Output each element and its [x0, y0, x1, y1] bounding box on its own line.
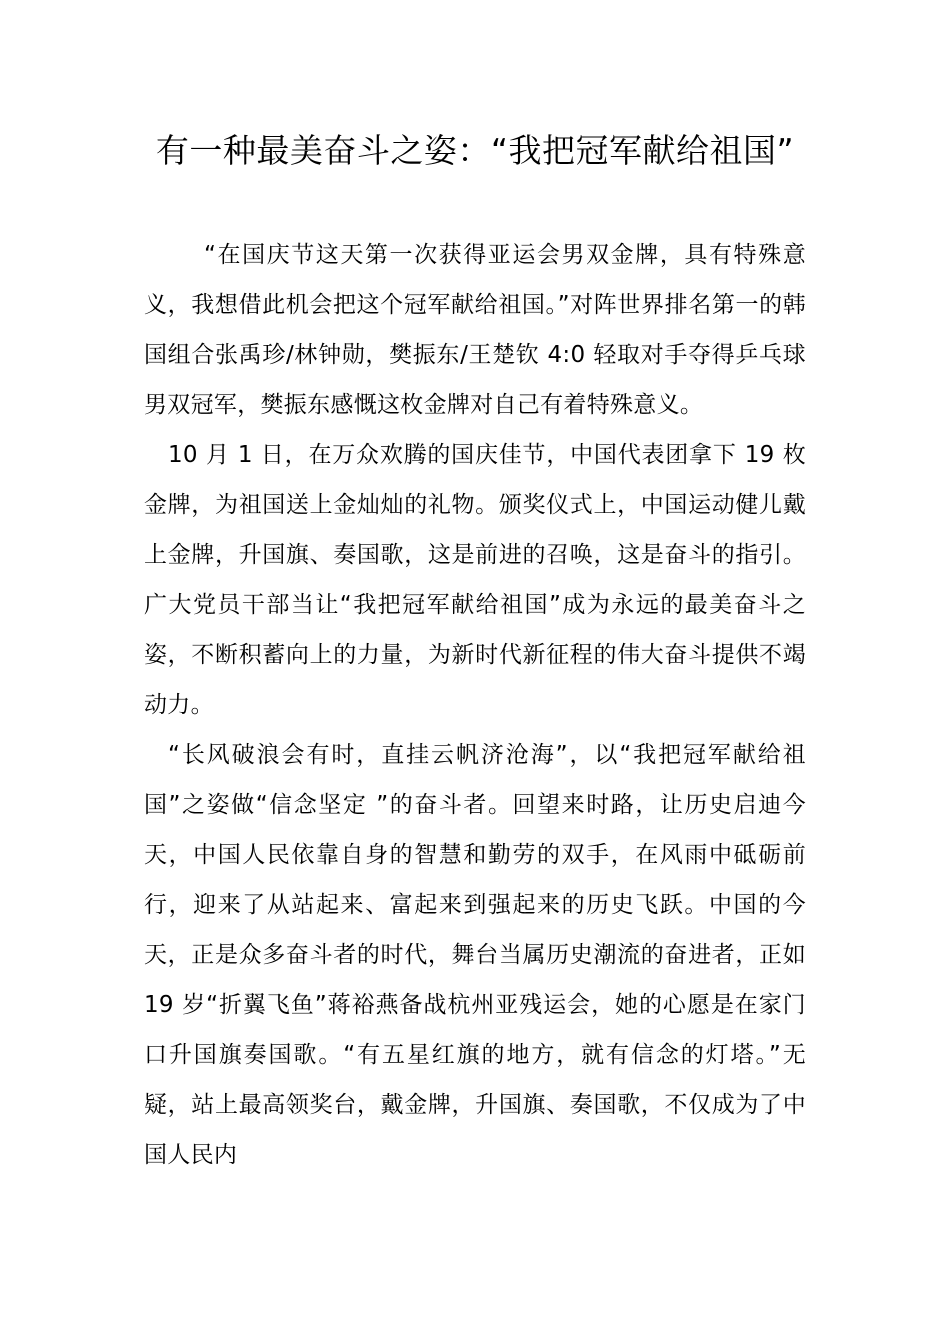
- document-body: [144, 230, 806, 1180]
- paragraph-2: 10 月 1 日，在万众欢腾的国庆佳节，中国代表团拿下 19 枚金牌，为祖国送上金灿灿的礼物。颁奖仪式上，中国运动健儿戴上金牌，升国旗、奏国歌，这是前进的召唤，这是奋斗的指引。广大党员干部当让“我把冠军献给祖国”成为永远的最美奋斗之姿，不断积蓄向上的力量，为新时代新征程的伟大奋斗提供不竭动力。: [144, 442, 806, 718]
- paragraph-1: “在国庆节这天第一次获得亚运会男双金牌，具有特殊意义，我想借此机会把这个冠军献给祖国。”对阵世界排名第一的韩国组合张禹珍/林钟勋，樊振东/王楚钦 4:0 轻取对手夺得乒乓球男双冠军，樊振东感慨这枚金牌对自己有着特殊意义。: [144, 242, 806, 418]
- document-title: 有一种最美奋斗之姿：“我把冠军献给祖国”: [155, 131, 795, 170]
- paragraph-3: “长风破浪会有时，直挂云帆济沧海”，以“我把冠军献给祖国”之姿做“信念坚定 ”的奋斗者。回望来时路，让历史启迪今天，中国人民依靠自身的智慧和勤劳的双手，在风雨中砥砺前行，迎来了从站起来、富起来到强起来的历史飞跃。中国的今天，正是众多奋斗者的时代，舞台当属历史潮流的奋进者，正如 19 岁“折翼飞鱼”蒋裕燕备战杭州亚残运会，她的心愿是在家门口升国旗奏国歌。“有五星红旗的地方，就有信念的灯塔。”无疑，站上最高领奖台，戴金牌，升国旗、奏国歌，不仅成为了中国人民内: [144, 742, 806, 1168]
